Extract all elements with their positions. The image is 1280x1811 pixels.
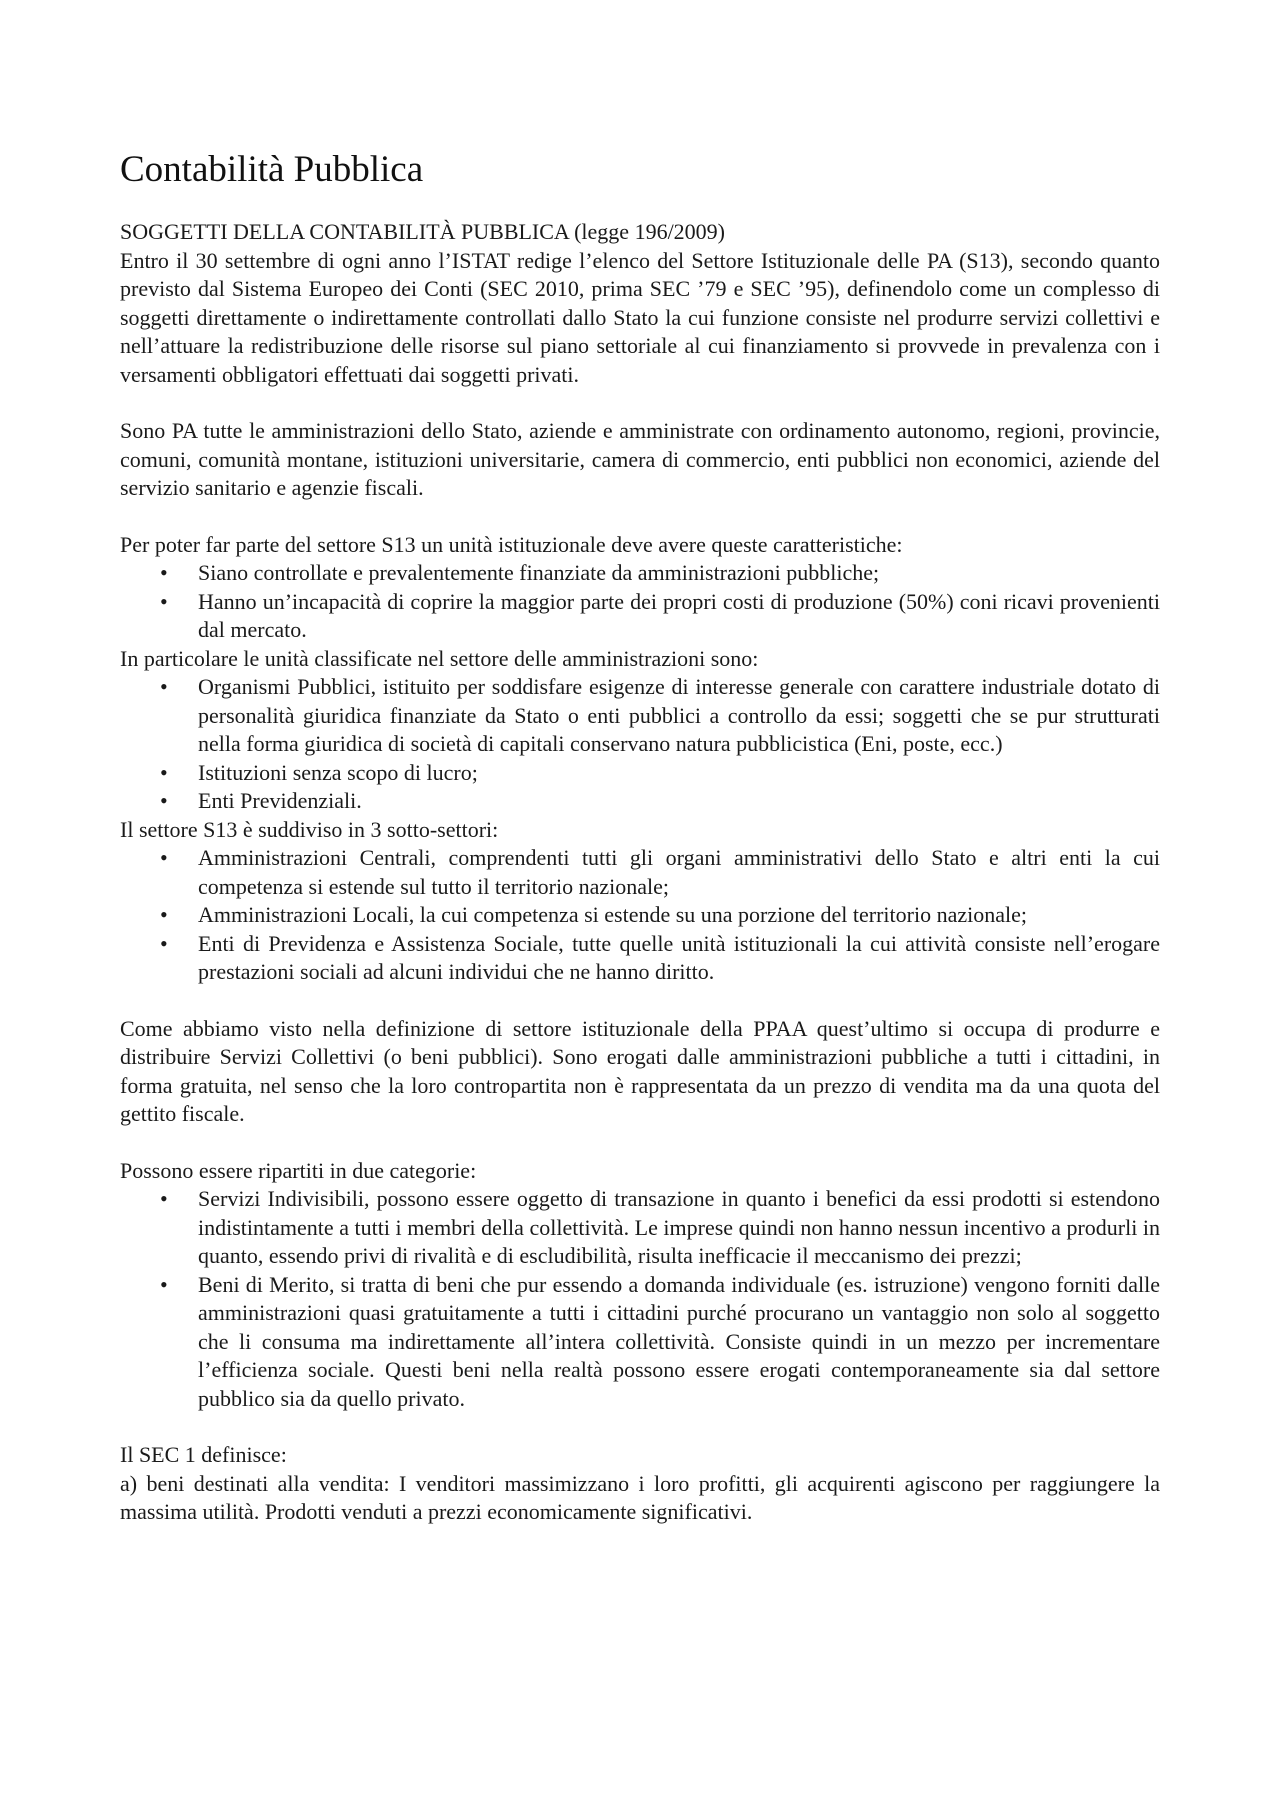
- spacer: [120, 389, 1160, 417]
- list-item: • Hanno un’incapacità di coprire la maggior parte dei propri costi di produzione (50%) coni ricavi provenienti dal mercato.: [120, 588, 1160, 645]
- bullet-list-categories: [120, 1185, 1160, 1413]
- bullet-list-subsectors: [120, 844, 1160, 987]
- spacer: [120, 503, 1160, 531]
- spacer: [120, 1129, 1160, 1157]
- list-item: • Beni di Merito, si tratta di beni che pur essendo a domanda individuale (es. istruzione) vengono forniti dalle amministrazioni quasi gratuitamente a tutti i cittadini purché procurano un vantaggio non solo al soggetto che li consuma ma indirettamente all’intera collettività. Consiste quindi in un mezzo per incrementare l’efficienza sociale. Questi beni nella realtà possono essere erogati contemporaneamente sia dal settore pubblico sia da quello privato.: [120, 1271, 1160, 1414]
- paragraph-classified-units: In particolare le unità classificate nel settore delle amministrazioni sono:: [120, 645, 759, 671]
- list-item: • Amministrazioni Locali, la cui competenza si estende su una porzione del territorio nazionale;: [120, 901, 1160, 930]
- bullet-list-requirements: [120, 559, 1160, 645]
- list-item: • Istituzioni senza scopo di lucro;: [120, 759, 1160, 788]
- paragraph-categories: Possono essere ripartiti in due categorie:: [120, 1157, 477, 1183]
- paragraph-pa-definition: Sono PA tutte le amministrazioni dello Stato, aziende e amministrate con ordinamento autonomo, regioni, provincie, comuni, comunità montane, istituzioni universitarie, camera di commercio, enti pubblici non economici, aziende del servizio sanitario e agenzie fiscali.: [120, 418, 1160, 500]
- spacer: [120, 1413, 1160, 1441]
- list-item: • Organismi Pubblici, istituito per soddisfare esigenze di interesse generale con carattere industriale dotato di personalità giuridica finanziate da Stato o enti pubblici a controllo da essi; soggetti che se pur strutturati nella forma giuridica di società di capitali conservano natura pubblicistica (Eni, poste, ecc.): [120, 673, 1160, 759]
- paragraph-s13-requirements: Per poter far parte del settore S13 un unità istituzionale deve avere queste caratteristiche:: [120, 531, 903, 557]
- paragraph-goods-for-sale: a) beni destinati alla vendita: I venditori massimizzano i loro profitti, gli acquirenti agiscono per raggiungere la massima utilità. Prodotti venduti a prezzi economicamente significativi.: [120, 1470, 1160, 1524]
- list-item: • Siano controllate e prevalentemente finanziate da amministrazioni pubbliche;: [120, 559, 1160, 588]
- document-page: [120, 148, 1160, 1527]
- list-item: • Servizi Indivisibili, possono essere oggetto di transazione in quanto i benefici da essi prodotti si estendono indistintamente a tutti i membri della collettività. Le imprese quindi non hanno nessun incentivo a produrli in quanto, essendo privi di rivalità e di escludibilità, risulta inefficacie il meccanismo dei prezzi;: [120, 1185, 1160, 1271]
- list-item: • Amministrazioni Centrali, comprendenti tutti gli organi amministrativi dello Stato e altri enti la cui competenza si estende sul tutto il territorio nazionale;: [120, 844, 1160, 901]
- bullet-list-units: [120, 673, 1160, 816]
- paragraph-istat: Entro il 30 settembre di ogni anno l’ISTAT redige l’elenco del Settore Istituzionale delle PA (S13), secondo quanto previsto dal Sistema Europeo dei Conti (SEC 2010, prima SEC ’79 e SEC ’95), definendolo come un complesso di soggetti direttamente o indirettamente controllati dallo Stato la cui funzione consiste nel produrre servizi collettivi e nell’attuare la redistribuzione delle risorse sul piano settoriale al cui finanziamento si provvede in prevalenza con i versamenti obbligatori effettuati dai soggetti privati.: [120, 247, 1160, 387]
- list-item: • Enti di Previdenza e Assistenza Sociale, tutte quelle unità istituzionali la cui attività consiste nell’erogare prestazioni sociali ad alcuni individui che ne hanno diritto.: [120, 930, 1160, 987]
- paragraph-collective-services: Come abbiamo visto nella definizione di settore istituzionale della PPAA quest’ultimo si occupa di produrre e distribuire Servizi Collettivi (o beni pubblici). Sono erogati dalle amministrazioni pubbliche a tutti i cittadini, in forma gratuita, nel senso che la loro contropartita non è rappresentata da un prezzo di vendita ma da una quota del gettito fiscale.: [120, 1015, 1160, 1126]
- paragraph-sec-defines: Il SEC 1 definisce:: [120, 1442, 287, 1467]
- spacer: [120, 987, 1160, 1015]
- section-heading: SOGGETTI DELLA CONTABILITÀ PUBBLICA (legge 196/2009): [120, 219, 726, 244]
- list-item: • Enti Previdenziali.: [120, 787, 1160, 816]
- document-title: Contabilità Pubblica: [120, 149, 424, 190]
- paragraph-subsectors: Il settore S13 è suddiviso in 3 sotto-settori:: [120, 816, 499, 842]
